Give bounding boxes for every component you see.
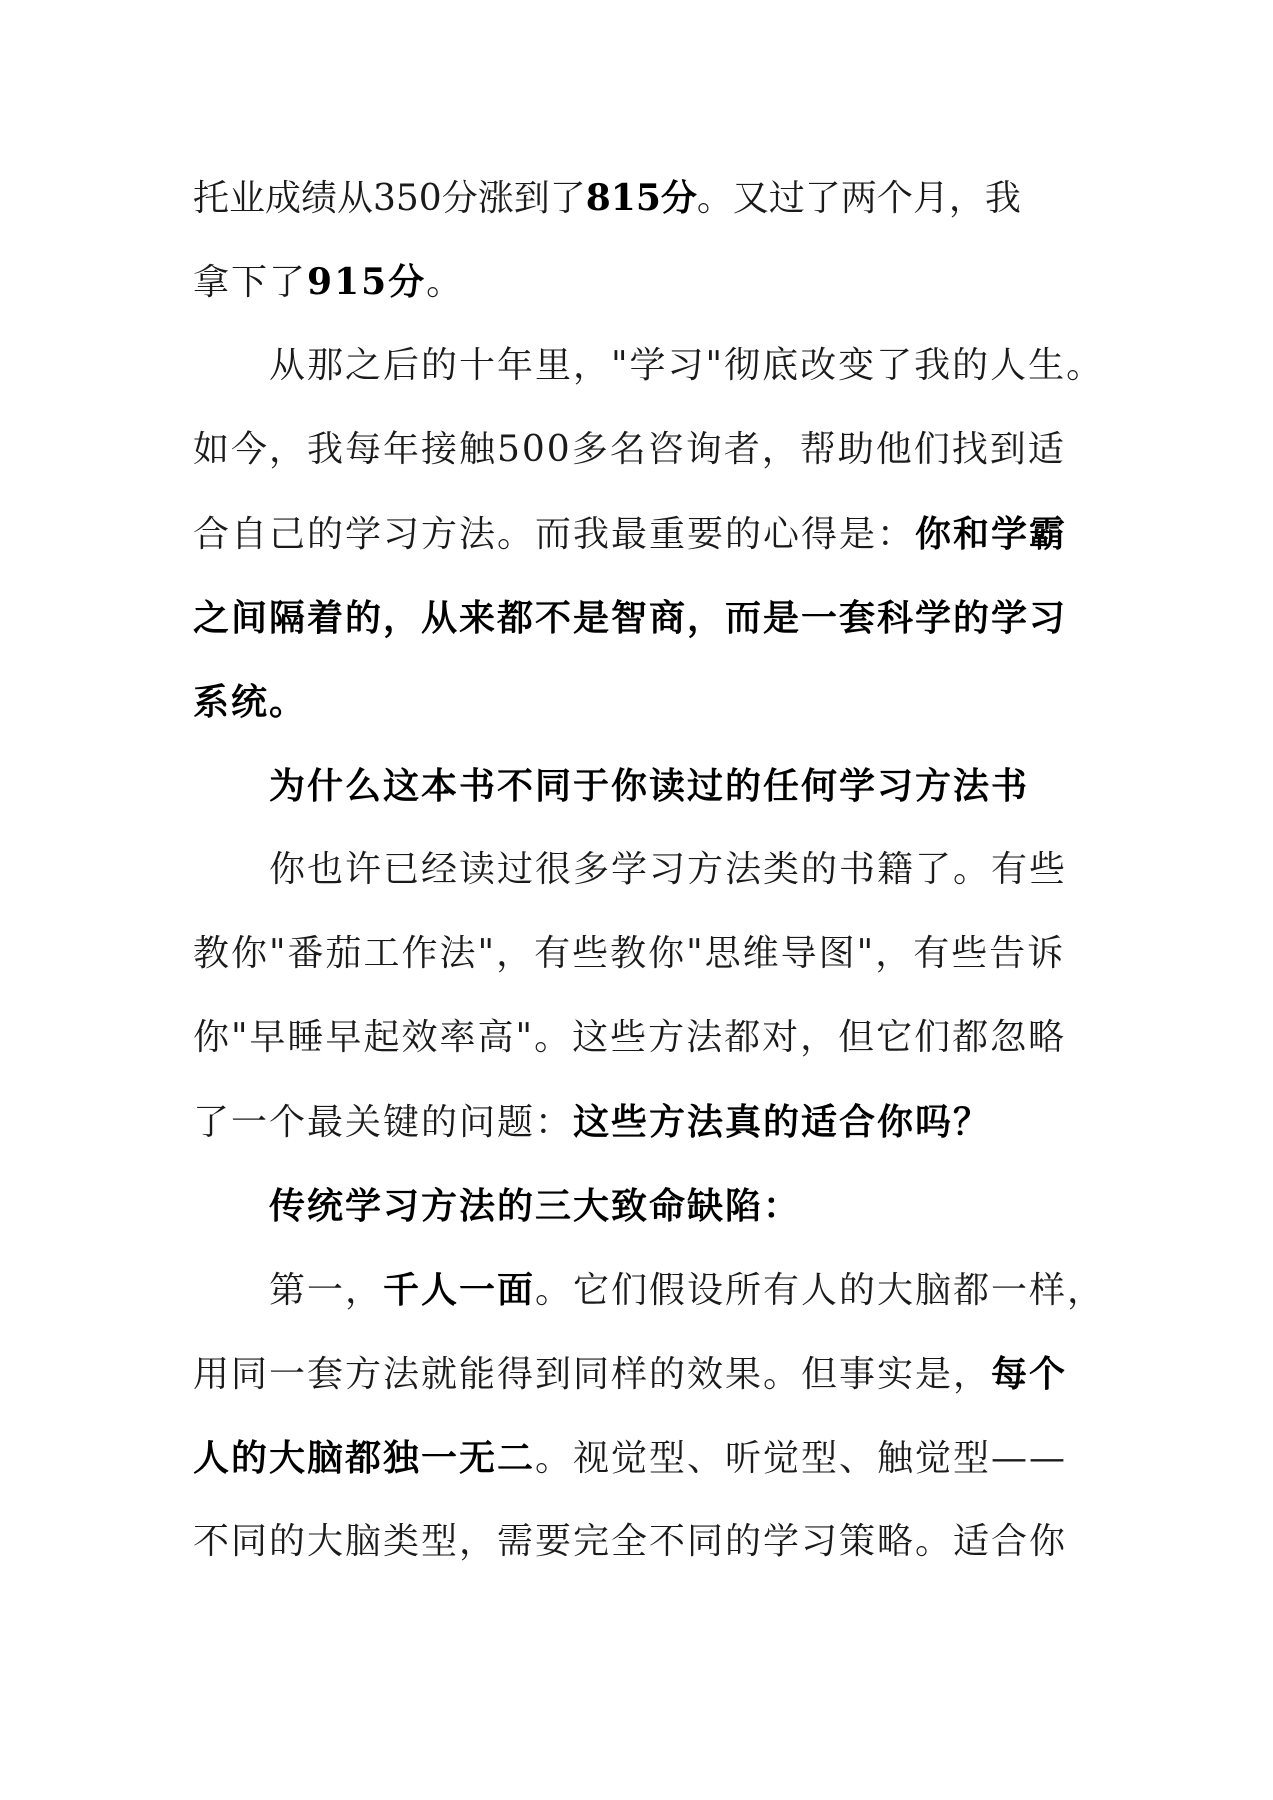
p4-line-4: 不同的大脑类型，需要完全不同的学习策略。适合你 <box>193 1521 1068 1562</box>
p2-line3-text: 合自己的学习方法。而我最重要的心得是： <box>193 514 916 555</box>
p4-line1-text-b: 。它们假设所有人的大脑都一样， <box>535 1270 1106 1311</box>
p3-line-2: 教你"番茄工作法"，有些教你"思维导图"，有些告诉 <box>193 933 1066 974</box>
p3-line-1: 你也许已经读过很多学习方法类的书籍了。有些 <box>269 849 1068 890</box>
p1-line-2 <box>193 240 1083 324</box>
p2-line3-bold: 你和学霸 <box>915 513 1068 555</box>
p2-line-2: 如今，我每年接触500多名咨询者，帮助他们找到适 <box>193 429 1066 470</box>
p3-line-4 <box>193 1080 1083 1164</box>
p2-line-1: 从那之后的十年里，"学习"彻底改变了我的人生。 <box>269 345 1105 386</box>
p1-line2-text-a: 拿下了 <box>193 262 308 303</box>
section-heading-1: 为什么这本书不同于你读过的任何学习方法书 <box>269 765 1030 807</box>
p2-line-5: 系统。 <box>193 681 308 723</box>
p3-line-3: 你"早睡早起效率高"。这些方法都对，但它们都忽略 <box>193 1017 1067 1058</box>
p4-line-2 <box>193 1332 1083 1416</box>
p4-line3-bold: 人的大脑都独一无二 <box>193 1437 536 1479</box>
p1-line-1 <box>193 156 1083 240</box>
document-page <box>193 156 1106 1584</box>
p3-line4-bold: 这些方法真的适合你吗？ <box>573 1101 992 1143</box>
p4-line2-bold: 每个 <box>991 1353 1068 1395</box>
p4-line2-text: 用同一套方法就能得到同样的效果。但事实是， <box>193 1354 992 1395</box>
p1-line2-text-b: 。 <box>426 262 465 303</box>
p4-line1-text-a: 第一， <box>269 1270 384 1311</box>
p1-line1-text-a: 托业成绩从350分涨到了 <box>193 178 586 219</box>
p2-line-4: 之间隔着的，从来都不是智商，而是一套科学的学习 <box>193 597 1068 639</box>
p1-line2-score-915: 915分 <box>307 261 427 303</box>
p1-line1-text-b: 。又过了两个月，我 <box>696 178 1021 219</box>
p4-line3-text: 。视觉型、听觉型、触觉型—— <box>535 1438 1068 1479</box>
p4-line1-bold: 千人一面 <box>383 1269 536 1311</box>
section-heading-2: 传统学习方法的三大致命缺陷： <box>269 1185 802 1227</box>
p4-line-1 <box>193 1248 1106 1332</box>
p3-line4-text: 了一个最关键的问题： <box>193 1102 574 1143</box>
p4-line-3 <box>193 1416 1083 1500</box>
p1-line1-score-815: 815分 <box>585 177 697 219</box>
p2-line-3 <box>193 492 1083 576</box>
